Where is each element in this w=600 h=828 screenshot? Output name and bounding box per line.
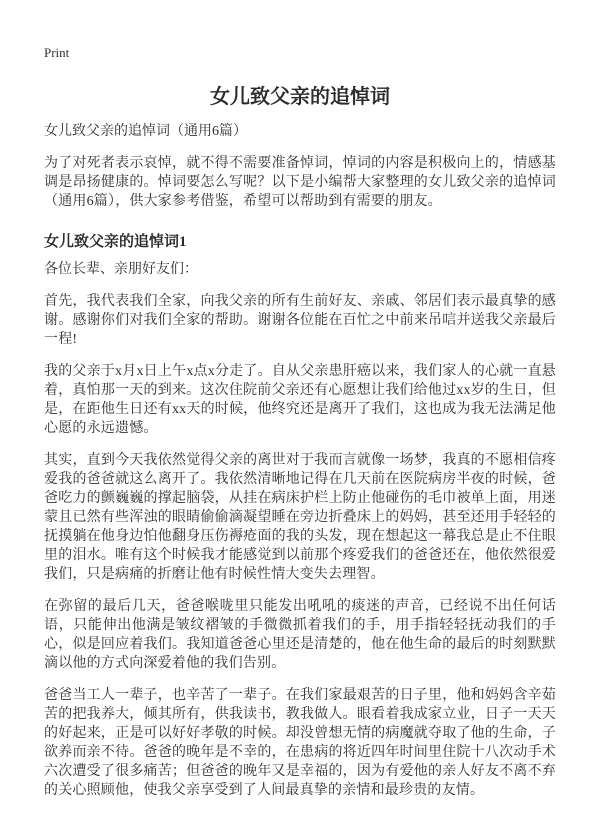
document-subtitle: 女儿致父亲的追悼词（通用6篇） — [44, 124, 247, 139]
body-paragraph-3: 其实，直到今天我依然觉得父亲的离世对于我而言就像一场梦，我真的不愿相信疼爱我的爸爸就这么离开了。我依然清晰地记得在几天前在医院病房半夜的时候，爸爸吃力的颤巍巍的撑起脑袋，从挂在病床护栏上防止他碰伤的毛巾被单上面，用迷蒙且已然有些浑浊的眼睛偷偷滴凝望睡在旁边折叠床上的妈妈，甚至还用手轻轻的抚摸躺在他身边怕他翻身压伤褥疮面的我的头发，现在想起这一幕我总是止不住眼里的泪水。唯有这个时候我才能感觉到以前那个疼爱我们的爸爸还在，他依然很爱我们，只是病痛的折磨让他有时候性情大变失去理智。 — [44, 453, 556, 582]
body-paragraph-1: 首先，我代表我们全家，向我父亲的所有生前好友、亲戚、邻居们表示最真挚的感谢。感谢你们对我们全家的帮助。谢谢各位能在百忙之中前来吊唁并送我父亲最后一程! — [44, 294, 556, 347]
print-link[interactable]: Print — [44, 45, 70, 60]
body-paragraph-5: 爸爸当工人一辈子，也辛苦了一辈子。在我们家最艰苦的日子里，他和妈妈含辛茹苦的把我养大，倾其所有，供我读书，教我做人。眼看着我成家立业，日子一天天的好起来，正是可以好好孝敬的时候。却没曾想无情的病魔就夺取了他的生命，子欲养而亲不待。爸爸的晚年是不幸的，在患病的将近四年时间里住院十八次动手术六次遭受了很多痛苦；但爸爸的晚年又是幸福的，因为有爱他的亲人好友不离不弃的关心照顾他，使我父亲享受到了人间最真挚的亲情和最珍贵的友情。 — [44, 688, 556, 798]
section-heading-1: 女儿致父亲的追悼词1 — [44, 234, 187, 250]
page-title: 女儿致父亲的追悼词 — [210, 86, 390, 108]
body-paragraph-4: 在弥留的最后几天，爸爸喉咙里只能发出吼吼的痰迷的声音，已经说不出任何话语，只能伸出他满是皱纹褶皱的手微微抓着我们的手，用手指轻轻抚动我们的手心，似是回应着我们。我知道爸爸心里还是清楚的，他在他生命的最后的时刻默默滴以他的方式向深爱着他的我们告别。 — [44, 599, 556, 671]
salutation-line: 各位长辈、亲朋好友们： — [44, 262, 198, 277]
intro-paragraph: 为了对死者表示哀悼，就不得不需要准备悼词，悼词的内容是积极向上的，情感基调是昂扬健康的。悼词要怎么写呢？以下是小编帮大家整理的女儿致父亲的追悼词（通用6篇），供大家参考借鉴，希望可以帮助到有需要的朋友。 — [44, 156, 556, 209]
body-paragraph-2: 我的父亲于x月x日上午x点x分走了。自从父亲患肝癌以来，我们家人的心就一直悬着，真怕那一天的到来。这次住院前父亲还有心愿想让我们给他过xx岁的生日，但是，在距他生日还有xx天的时候，他终究还是离开了我们，这也成为我无法满足他心愿的永远遗憾。 — [44, 364, 556, 436]
